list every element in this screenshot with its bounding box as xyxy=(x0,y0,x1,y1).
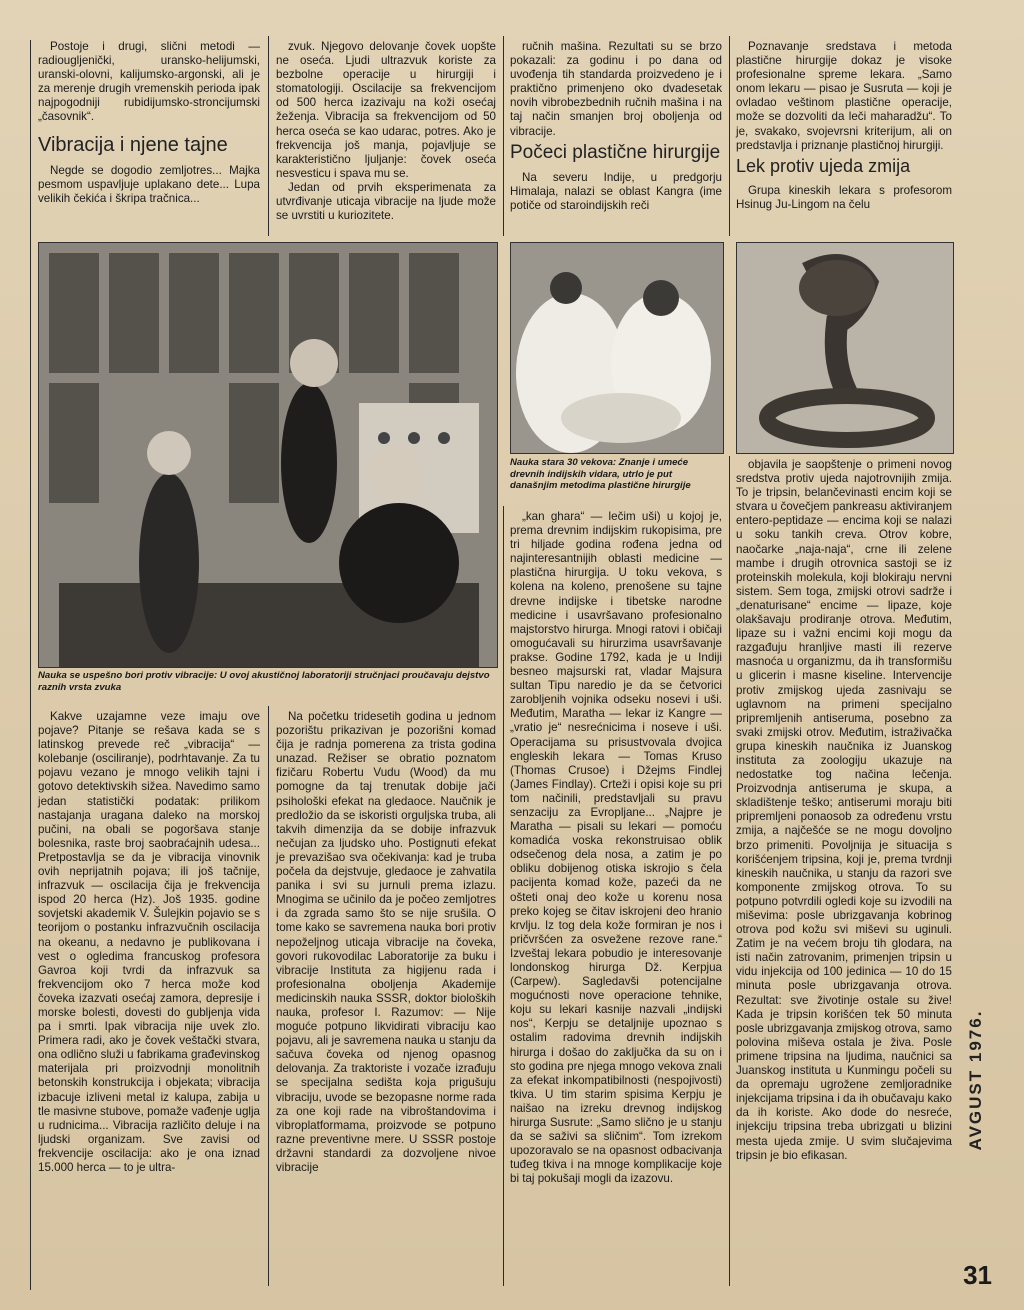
photo-surgery xyxy=(510,242,724,454)
paragraph: Jedan od prvih eksperimenata za utvrđivanje uticaja vibracije na ljude može se uvrstiti u kuriozitete. xyxy=(276,180,496,223)
paragraph: Na severu Indije, u predgorju Himalaja, nalazi se oblast Kangra (ime potiče od staroindijskih reči xyxy=(510,170,722,212)
paragraph: Postoje i drugi, slični metodi — radiougljenički, uransko-helijumski, uranski-olovni, kalijumsko-argonski, ali je za merenje drugih vremenskih perioda ipak najpogodniji rubidijumsko-stroncijumski „časovnik“. xyxy=(38,40,260,124)
column-rule xyxy=(268,36,269,236)
issue-date: AVGUST 1976. xyxy=(966,1009,985,1151)
left-edge-rule xyxy=(30,40,31,1290)
paragraph: „kan ghara“ — lečim uši) u kojoj je, prema drevnim indijskim rukopisima, pre tri hiljade godina rođena jedna od najinteresantnijih oblasti medicine — plastična hirurgija. U toku vekova, s kolena na koleno, prenošene su tajne drevne indijske i tibetske narodne medicine i usavršavano profesionalno majstorstvo hirurga. Mnogi ratovi i običaji omogućavali su hirurzima usavršavanje prakse. Godine 1792, kada je u Indiji besneo majsurski rat, vladar Majsura sultan Tipu naredio je da se četvorici zarobljenih vojnika odseku nosevi i uši. Međutim, Maratha — lekar iz Kangre — „vratio je“ nesrećnicima i noseve i uši. Operacijama su prisustvovala dvojica engleskih lekara — Tomas Kruso (Thomas Crusoe) i Džejms Findlej (James Findlay). Crteži i opisi koje su pri tom načinili, predstavljali su pravu senzaciju za Evropljane... „Najpre je Maratha — pisali su lekari — pomoću komadića voska rekonstruisao oblik odsečenog dela nosa, a zatim je po obliku dobijenog otiska iskrojio s čela pacijenta komad kože, pazeći da ne ošteti onaj deo kože u korenu nosa preko kojeg se čitav iskrojeni deo hranio krvlju. Iz tog dela kože formiran je nos i pričvršćen za osvežene rezove rane.“ Izveštaj lekara pobudio je interesovanje londonskog hirurga Dž. Kerpjua (Carpew). Sagledavši potencijalne mogućnosti nove operacione tehnike, koju su lekari kasnije nazvali „indijski nos“, Kerpju se detaljnije upoznao s ostalim radovima drevnih indijskih hirurga i došao do zaključka da su on i sto godina pre njega mnogo vekova znali za efekat inkompatibilnosti (nespojivosti) tkiva. U tim starim spisima Kerpju je naišao na izreku drevnog indijskog hirurga Susrute: „Samo slično je u stanju da se saživi sa sličnim“. Tom izrekom upozoravalo se na opasnost odbacivanja tuđeg tkiva i na mnoge komplikacije koje bi taj pokušaji mogli da izazovu. xyxy=(510,510,722,1186)
top-column-3 xyxy=(510,40,722,213)
paragraph: zvuk. Njegovo delovanje čovek uopšte ne oseća. Ljudi ultrazvuk koriste za bezbolne operacije u hirurgiji i stomatologiji. Oscilacije sa frekvencijom od 500 herca izazivaju na koži osećaj žeženja. Vibracija sa frekvencijom od 50 herca oseća se kao udarac, potres. Ako je frekvencija još manja, pojavljuje se karakterističnо ljuljanje: čovek oseća nesvesticu i spava mu se. xyxy=(276,40,496,180)
paragraph: Negde se dogodio zemljotres... Majka pesmom uspavljuje uplakano dete... Lupa velikih čekića i škripa tračnica... xyxy=(38,163,260,205)
section-heading-surgery: Počeci plastične hirurgije xyxy=(510,141,721,163)
column-rule xyxy=(729,456,730,1286)
page-number: 31 xyxy=(963,1260,992,1290)
bottom-column-4 xyxy=(736,458,952,1163)
caption-lab: Nauka se uspešno bori protiv vibracije: U ovoj akustičnoj laboratoriji stručnjaci proučavaju dejstvo raznih vrsta zvuka xyxy=(38,670,490,693)
column-rule xyxy=(503,36,504,236)
paragraph: Kakve uzajamne veze imaju ove pojave? Pitanje se rešava kada se s latinskog prevede reč „vibracija“ — kolebanje (oscilіranje), podrhtavanje. Za tu pojavu vezano je mnogo velikih tajni i gotovo detektivskih sižea. Navedimo samo jedan statistički podatak: prilikom nastajanja uragana daleko na morskoj pučini, na obali se pogoršava stanje bolesnika, raste broj saobraćajnih udesa... Pretpostavlja se da je vibracija vinovnik ovih neprijatnih pojava; ili još tačnije, infrazvuk — oscilacija čija je frekvencija ispod 20 herca (Hz). Još 1935. godine sovjetski akademik V. Šulejkin pojavio se s teorijom o postanku infrazvučnih oscilacija na okeanu, a nedavno je publikovana i vest o ogledima francuskog profesora Gavroa koji tvrdi da infrazvuk sa frekvencijom oko 7 herca može kod čoveka izazvati osećaj zamora, depresije i morske bolesti, dovesti do gubljenja vida pa i smrti. Ipak vibracija nije uvek zlo. Primera radi, ako je čovek veštački stvara, ona odlično služi u fabrikama građevinskog materijala pri proizvodnji monolitnih betonskih konstrukcija i objekata; vibracija izbacuje izliveni metal iz kalupa, zabija u tle masivne stubove, pomaže vađenje uglja u rudnicima... Vibracija različito deluje i na ljudski organizam. Sve zavisi od frekvencije oscilacija: ako je ona iznad 15.000 herca — to je ultra- xyxy=(38,710,260,1174)
top-column-4 xyxy=(736,40,952,212)
photo-cobra xyxy=(736,242,954,454)
top-column-1 xyxy=(38,40,260,206)
surgery-photo-image xyxy=(511,243,723,453)
paragraph: Na početku tridesetih godina u jednom pozorištu prikazivan je pozorišni komad čija je radnja pomerena za trista godina unazad. Režiser se obratio poznatom fizičaru Robertu Vudu (Wood) da mu pomogne da taj trenutak dobije jači psihološki efekat na gledaoce. Naučnik je predložio da se iskoristi orguljska truba, ali takvih dimenzija da se dobije infrazvuk nečujan za ljudsko uho. Postignuti efekat je prevazišao sva očekivanja: kad je truba počela da dejstvuje, gledaoce je zahvatila panika i svi su jurnuli prema izlazu. Mnogima se učinilo da je počeo zemljotres i da zgrada samo što se nije srušila. O tome kako se savremena nauka bori protiv nepoželjnog uticaja vibracije na čoveka, govori rukovodilac Laboratorije za buku i vibracije Instituta za higijenu rada i profesionalna oboljenja Akademije medicinskih nauka SSSR, doktor bioloških nauka, profesor I. Razumov: — Nije moguće potpuno likvidirati vibraciju kao pojavu, ali je savremena nauka u stanju da sačuva čoveka od njenog opasnog delovanja. Za traktoriste i vozače izrađuju se specijalna sedišta koja prigušuju vibraciju, uvode se bezopasne norme rada za one koji rade na vibroštandovima i vibroplatformama, proizvode se potpuno razne preventivne mere. U SSSR postoje državni standardi za dozvoljene nivoe vibracije xyxy=(276,710,496,1174)
side-margin xyxy=(956,960,996,1260)
photo-acoustic-lab xyxy=(38,242,498,668)
bottom-column-2 xyxy=(276,710,496,1175)
section-heading-vibration: Vibracija i njene tajne xyxy=(38,133,228,156)
section-heading-snakes: Lek protiv ujeda zmija xyxy=(736,155,911,176)
column-rule xyxy=(729,36,730,236)
lab-photo-image xyxy=(39,243,497,667)
bottom-column-1 xyxy=(38,710,260,1175)
paragraph: ručnih mašina. Rezultati su se brzo pokazali: za godinu i po dana od uvođenja tih standarda proizvedeno je i praktično primenjeno oko dvadesetak novih vibrobezbednih ručnih mašina i na taj način smanjen broj oboljenja od vibracije. xyxy=(510,40,722,138)
cobra-photo-image xyxy=(737,243,953,453)
paragraph: Grupa kineskih lekara s profesorom Hsinug Ju-Lingom na čelu xyxy=(736,183,952,211)
paragraph: objavila je saopštenje o primeni novog sredstva protiv ujeda najotrovnijih zmija. To je tripsin, belančevinasti encim koji se stvara u čovečjem pankreasu aktiviranjem entero-peptidaze — encima koji se nalazi u soku tankih creva. Otrov kobre, naočarke „naja-naja“, crne ili zelene mambe i drugih otrovnica sastoji se iz proteinskih molekula, koji blokiraju nervni sistem. Sem toga, zmijski otrovi sadrže i „denaturisane“ encime — lipaze, koje olakšavaju prodiranje otrova. Međutim, lipaze su i važni encimi koji mogu da razgađuju hranljive masti ili rezerve masnoća u organizmu, da ih transformišu u glicerin i masne kiseline. Intervencije protiv zmijskog ujeda zasnivaju se uglavnom na primeni specijalno pripremljenih antiseruma, posebno za svaki zmijski otrov. Međutim, istraživačka grupa kineskih naučnika iz Juanskog instituta za zoologiju ukazuje na nedostatke tog načina lečenja. Proizvodnja antiseruma je skupa, a skladištenje teško; antiserumi moraju biti pripremljeni ponaosob za određenu vrstu zmija, a najčešće se ne mogu dovoljno brzo primeniti. Povoljnija je situacija s korišćenjem tripsina, koji je, prema tvrdnji kineskih naučnika, u stanju da razori sve komponente zmijskog otrova. To su potpuno potvrdili ogledi koje su izvodili na miševima: posle ubrizgavanja kobrinog otrova pod kožu svi miševi su uginuli. Zatim je na većem broju tih glodara, na isti način zatrovanim, primenjen tripsin u vidu injekcija od 100 jedinica — 10 do 15 minuta posle ubrizgavanja otrova. Rezultat: sve životinje ostale su žive! Kada je tripsin korišćen tek 50 minuta posle ubrizgavanja zmijskog otrova, samo polovina miševa ostala je živa. Posle primene tripsina na ljudima, naučnici sa Juanskog instituta u Kunmingu počeli su da opremaju ugrožene zemljoradnike injekcijama tripsina i da ih obučavaju kako da ih koriste. Ako dode do nesreće, injekciju tripsina treba ubrizgati u blizini mesta ujeda zmije. U svim slučajevima tripsin je bio efikasan. xyxy=(736,458,952,1162)
paragraph: Poznavanje sredstava i metoda plastične hirurgije dokaz je visoke profesionalne spreme lekara. „Samo onom lekaru — pisao je Susruta — koji je ovladao veštinom plastične operacije, može se dozvoliti da leči maharadžu“. To je, svakako, svojevrsni kriterijum, ali on predstavlja i priznanje plastičnoj hirurgiji. xyxy=(736,40,952,152)
top-column-2 xyxy=(276,40,496,223)
caption-surgery: Nauka stara 30 vekova: Znanje i umeće drevnih indijskih vidara, utrlo je put današnjim metodima plastične hirurgije xyxy=(510,457,691,491)
column-rule xyxy=(268,706,269,1286)
bottom-column-3 xyxy=(510,510,722,1187)
column-rule xyxy=(503,506,504,1286)
